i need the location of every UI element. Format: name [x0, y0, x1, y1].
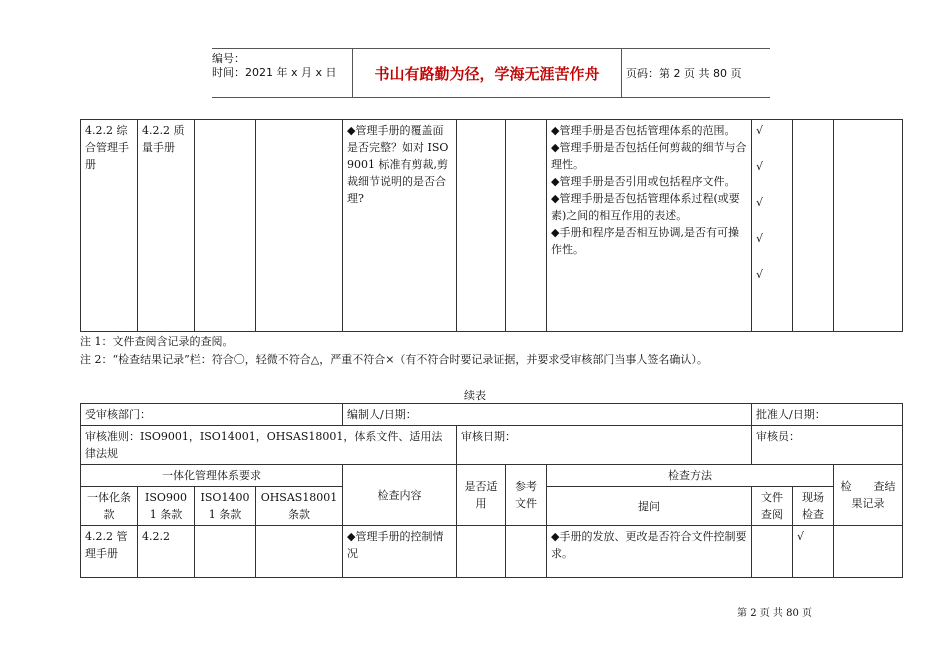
- ohsas-clause-cell: [256, 526, 343, 578]
- onsite-cell: [793, 120, 834, 332]
- questions-cell: [547, 120, 752, 332]
- reference-cell: [506, 120, 547, 332]
- iso14001-clause-cell: [195, 120, 256, 332]
- prepared-by-cell: 编制人/日期：: [343, 404, 752, 426]
- onsite-check-cell: √: [793, 526, 834, 578]
- header-page-number: 页码：第 2 页 共 80 页: [626, 67, 742, 80]
- applicable-header: 是否适用: [457, 465, 506, 526]
- page-footer: 第 2 页 共 80 页: [737, 608, 812, 619]
- doc-review-header: 文件查阅: [752, 487, 793, 526]
- integrated-req-header: 一体化管理体系要求: [81, 465, 343, 487]
- table-row: [81, 120, 903, 332]
- approved-by-cell: 批准人/日期：: [752, 404, 903, 426]
- applicable-cell: [457, 526, 506, 578]
- integrated-clause-cell: 4.2.2 管理手册: [81, 526, 138, 578]
- header-meta: [212, 49, 353, 97]
- continued-label: 续表: [464, 389, 486, 402]
- table-row: [81, 426, 903, 465]
- doc-review-cell: [752, 526, 793, 578]
- doc-review-cell: [752, 120, 793, 332]
- criteria-cell: 审核准则：ISO9001，ISO14001，OHSAS18001，体系文件、适用法律法规: [81, 426, 457, 465]
- inquiry-header: 提问: [547, 487, 752, 526]
- auditee-dept-cell: 受审核部门：: [81, 404, 343, 426]
- iso9001-clause-cell: 4.2.2 质量手册: [138, 120, 195, 332]
- ohsas-clause-cell: [256, 120, 343, 332]
- document-number: 编号：: [212, 52, 245, 65]
- iso9001-header: ISO9001 条款: [138, 487, 195, 526]
- check-mark: √: [756, 160, 764, 173]
- result-header: 检 查结果记录: [834, 465, 903, 526]
- result-cell: [834, 120, 903, 332]
- iso9001-clause-cell: 4.2.2: [138, 526, 195, 578]
- checklist-table-1: [80, 119, 903, 332]
- header-motto: 书山有路勤为径，学海无涯苦作舟: [353, 49, 622, 97]
- reference-cell: [506, 526, 547, 578]
- table-row: [81, 526, 903, 578]
- applicable-cell: [457, 120, 506, 332]
- iso14001-clause-cell: [195, 526, 256, 578]
- check-mark: √: [756, 124, 764, 137]
- content-header: 检查内容: [343, 465, 457, 526]
- table-row: [81, 404, 903, 426]
- check-mark: √: [756, 196, 764, 209]
- iso14001-header: ISO14001 条款: [195, 487, 256, 526]
- note-2: 注 2：“检查结果记录”栏：符合〇，轻微不符合△，严重不符合×（有不符合时要记录证据，并要求受审核部门当事人签名确认）。: [80, 353, 708, 366]
- onsite-header: 现场检查: [793, 487, 834, 526]
- content-cell: ◆管理手册的覆盖面是否完整？如对 ISO9001 标准有剪裁,剪裁细节说明的是否合理?: [343, 120, 457, 332]
- integrated-clause-cell: 4.2.2 综合管理手册: [81, 120, 138, 332]
- check-mark: √: [756, 268, 764, 281]
- result-cell: [834, 526, 903, 578]
- content-cell: ◆管理手册的控制情况: [343, 526, 457, 578]
- document-time: 时间：2021 年 x 月 x 日: [212, 66, 337, 79]
- method-header: 检查方法: [547, 465, 834, 487]
- page-header: [212, 48, 770, 98]
- ohsas-header: OHSAS18001 条款: [256, 487, 343, 526]
- note-1: 注 1：文件查阅含记录的查阅。: [80, 335, 234, 348]
- auditor-cell: 审核员：: [752, 426, 903, 465]
- question-item: ◆管理手册是否包括任何剪裁的细节与合理性。: [551, 141, 747, 171]
- integrated-clause-header: 一体化条款: [81, 487, 138, 526]
- question-item: ◆管理手册是否引用或包括程序文件。: [551, 175, 736, 188]
- table-row: [81, 465, 903, 487]
- check-mark: √: [756, 232, 764, 245]
- question-item: ◆管理手册是否包括管理体系过程(或要素)之间的相互作用的表述。: [551, 192, 740, 222]
- question-item: ◆手册和程序是否相互协调,是否有可操作性。: [551, 226, 739, 256]
- checklist-table-2: [80, 403, 903, 578]
- audit-date-cell: 审核日期：: [457, 426, 752, 465]
- question-cell: ◆手册的发放、更改是否符合文件控制要求。: [547, 526, 752, 578]
- reference-header: 参考文件: [506, 465, 547, 526]
- question-item: ◆管理手册是否包括管理体系的范围。: [551, 124, 736, 137]
